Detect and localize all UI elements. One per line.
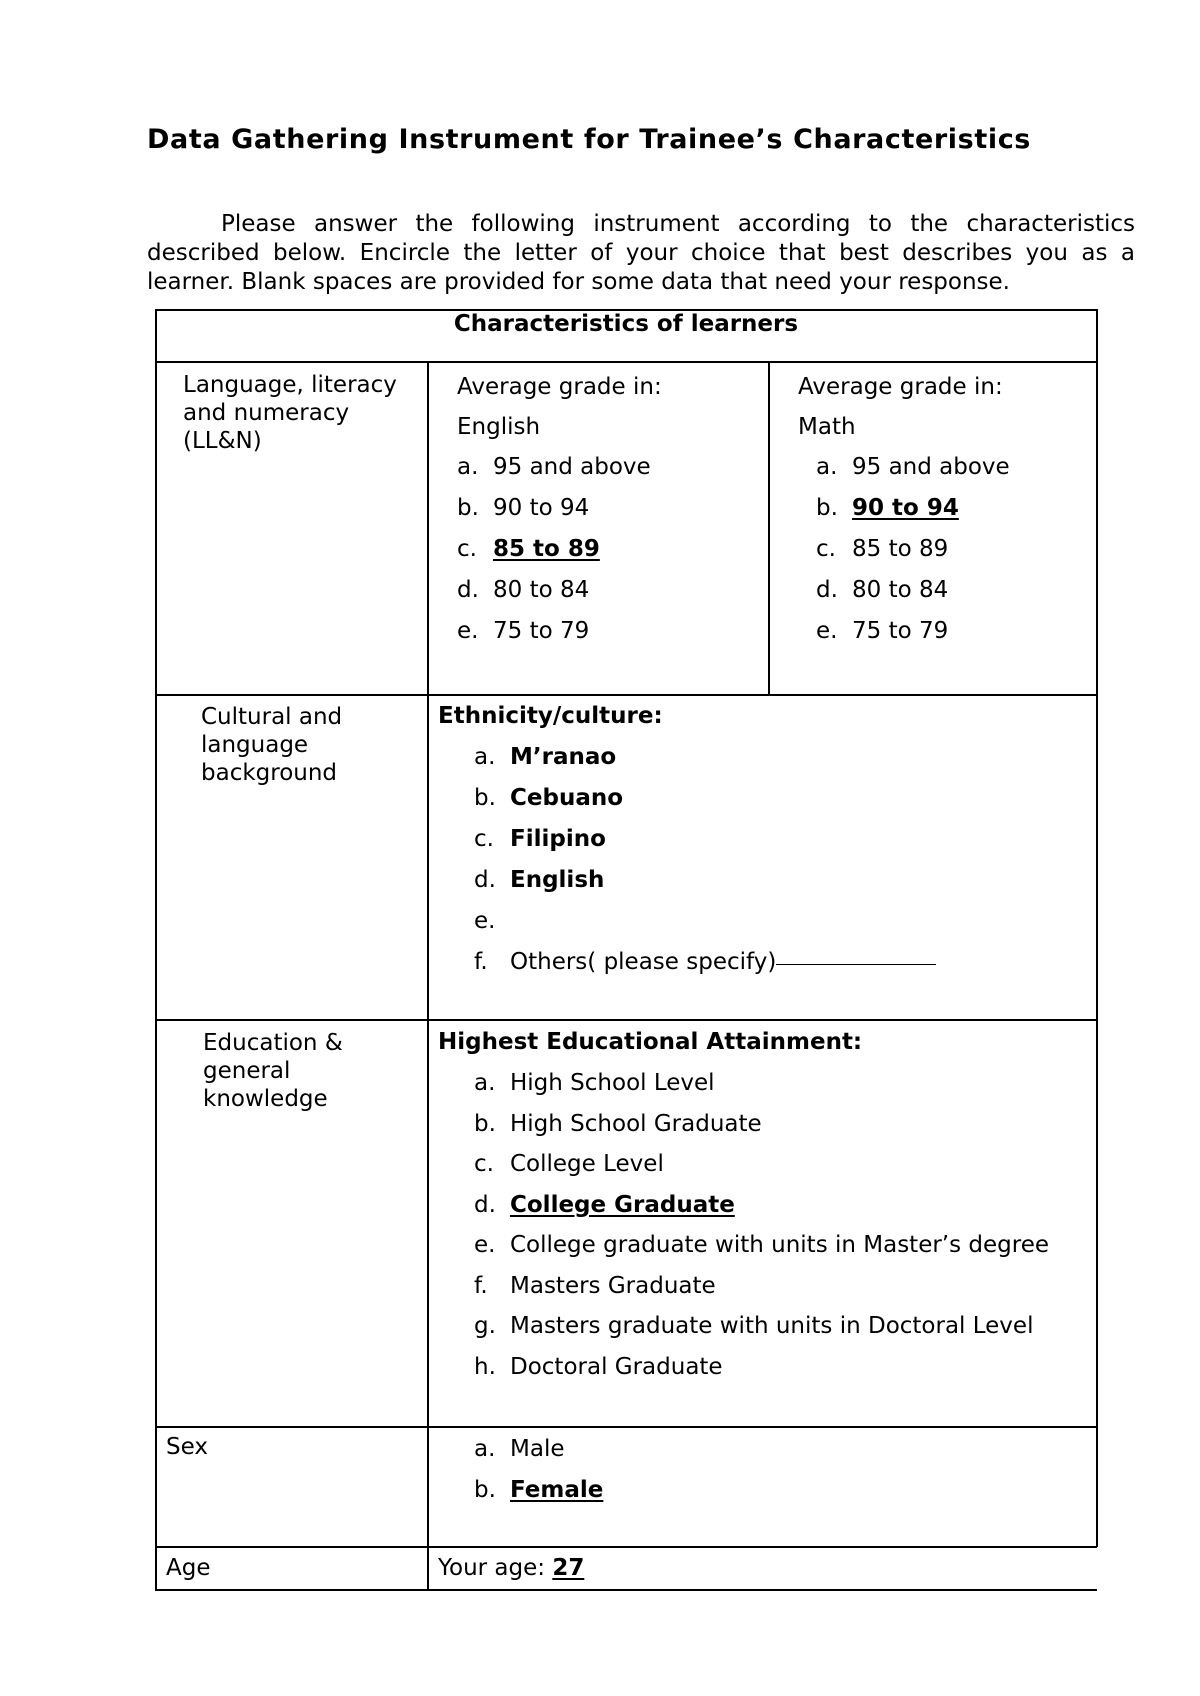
header-divider (155, 361, 1097, 363)
education-heading: Highest Educational Attainment: (438, 1029, 863, 1055)
option-text: 75 to 79 (852, 618, 949, 644)
option-letter: a. (474, 1436, 496, 1462)
sex-option[interactable] (474, 1470, 1074, 1511)
document-title: Data Gathering Instrument for Trainee’s Characteristics (147, 124, 1031, 155)
option-text: College graduate with units in Master’s degree (510, 1232, 1050, 1258)
ethnicity-option[interactable] (474, 819, 1088, 860)
option-letter: d. (457, 577, 479, 603)
table-header: Characteristics of learners (453, 311, 799, 337)
table-border-right (1096, 309, 1098, 1547)
age-value: 27 (552, 1555, 585, 1581)
ethnicity-option[interactable] (474, 942, 1088, 983)
education-option[interactable] (474, 1144, 1093, 1185)
english-options-list (457, 447, 757, 652)
option-text: 95 and above (493, 454, 651, 480)
option-text: Others( please specify) (510, 949, 777, 975)
option-letter: b. (816, 495, 838, 521)
row-divider-4 (155, 1546, 1097, 1548)
option-text: 75 to 79 (493, 618, 590, 644)
option-letter: e. (474, 908, 496, 934)
education-option[interactable] (474, 1266, 1093, 1307)
education-option[interactable] (474, 1063, 1093, 1104)
option-letter: h. (474, 1353, 496, 1380)
education-option[interactable] (474, 1306, 1093, 1347)
option-text: 90 to 94 (852, 495, 959, 521)
option-letter: a. (474, 1070, 496, 1096)
option-text: Masters Graduate (510, 1272, 716, 1299)
table-border-left (155, 309, 157, 1590)
math-grade-option[interactable] (816, 529, 1088, 570)
row-divider-1 (155, 694, 1097, 696)
option-letter: f. (474, 1272, 488, 1299)
sex-group (474, 1429, 1074, 1511)
grade-column-divider (768, 361, 770, 695)
option-text: Filipino (510, 826, 606, 852)
specify-blank[interactable] (776, 942, 936, 965)
option-text: English (510, 867, 605, 893)
education-label: Education & general knowledge (203, 1030, 343, 1112)
sex-option[interactable] (474, 1429, 1074, 1470)
option-text: 95 and above (852, 454, 1010, 480)
option-letter: c. (457, 536, 477, 562)
option-letter: c. (474, 826, 494, 852)
option-text: Female (510, 1477, 604, 1503)
option-text: College Level (510, 1151, 664, 1177)
age-answer (438, 1555, 584, 1581)
row-divider-3 (155, 1426, 1097, 1428)
instructions-paragraph (147, 210, 1135, 297)
option-letter: a. (474, 744, 496, 770)
option-letter: a. (457, 454, 479, 480)
math-grade-option[interactable] (816, 570, 1088, 611)
option-letter: e. (457, 618, 479, 644)
ethnicity-option[interactable] (474, 737, 1088, 778)
math-grade-option[interactable] (816, 488, 1088, 529)
option-text: High School Graduate (510, 1110, 762, 1137)
culture-group (438, 701, 1088, 983)
education-option[interactable] (474, 1104, 1093, 1145)
age-label: Age (166, 1555, 211, 1581)
sex-options-list (474, 1429, 1074, 1511)
option-text: 80 to 84 (852, 577, 949, 603)
option-letter: e. (474, 1232, 496, 1258)
english-grade-group (457, 367, 757, 652)
table-border-bottom (155, 1589, 1097, 1591)
option-letter: b. (474, 785, 496, 811)
option-letter: d. (816, 577, 838, 603)
option-text: 80 to 84 (493, 577, 590, 603)
option-letter: b. (474, 1110, 496, 1137)
english-grade-option[interactable] (457, 529, 757, 570)
column-divider (427, 361, 429, 1590)
option-letter: c. (816, 536, 836, 562)
option-text: 85 to 89 (852, 536, 949, 562)
english-grade-option[interactable] (457, 570, 757, 611)
option-text: College Graduate (510, 1191, 735, 1218)
ethnicity-option[interactable] (474, 901, 1088, 942)
row-divider-2 (155, 1019, 1097, 1021)
age-prompt: Your age: (438, 1555, 546, 1581)
education-option[interactable] (474, 1347, 1093, 1388)
option-letter: d. (474, 867, 496, 893)
option-text: Male (510, 1436, 565, 1462)
english-grade-option[interactable] (457, 488, 757, 529)
option-letter: e. (816, 618, 838, 644)
option-text: Cebuano (510, 785, 624, 811)
education-group (438, 1025, 1093, 1387)
option-letter: b. (474, 1477, 496, 1503)
math-grade-option[interactable] (816, 447, 1088, 488)
instructions-text: Please answer the following instrument according to the characteristics described below. Encircle the letter of your choice that best describes you as a learner. Blank spaces are provided for some data that need your response. (147, 211, 1135, 295)
option-text: Masters graduate with units in Doctoral Level (510, 1313, 1034, 1339)
math-subject: Math (798, 414, 856, 440)
option-text: 90 to 94 (493, 495, 590, 521)
math-grade-option[interactable] (816, 611, 1088, 652)
option-letter: a. (816, 454, 838, 480)
option-letter: d. (474, 1191, 496, 1218)
education-option[interactable] (474, 1225, 1093, 1266)
option-letter: g. (474, 1313, 496, 1339)
ethnicity-option[interactable] (474, 860, 1088, 901)
english-subject: English (457, 414, 541, 440)
math-options-list (798, 447, 1088, 652)
option-letter: c. (474, 1151, 494, 1177)
llandn-label: Language, literacy and numeracy (LL&N) (183, 372, 397, 454)
english-heading: Average grade in: (457, 374, 662, 400)
option-text: Doctoral Graduate (510, 1353, 723, 1380)
ethnicity-option[interactable] (474, 778, 1088, 819)
sex-label: Sex (166, 1434, 208, 1460)
english-grade-option[interactable] (457, 447, 757, 488)
culture-heading: Ethnicity/culture: (438, 703, 663, 729)
education-option[interactable] (474, 1185, 1093, 1226)
option-text: 85 to 89 (493, 536, 600, 562)
culture-options-list (438, 737, 1088, 983)
math-grade-group (798, 367, 1088, 652)
characteristics-table (155, 309, 1097, 1588)
culture-label: Cultural and language background (201, 704, 343, 786)
option-text: High School Level (510, 1070, 715, 1096)
math-heading: Average grade in: (798, 374, 1003, 400)
option-text: M’ranao (510, 744, 617, 770)
option-letter: b. (457, 495, 479, 521)
education-options-list (438, 1063, 1093, 1387)
option-letter: f. (474, 949, 488, 975)
english-grade-option[interactable] (457, 611, 757, 652)
